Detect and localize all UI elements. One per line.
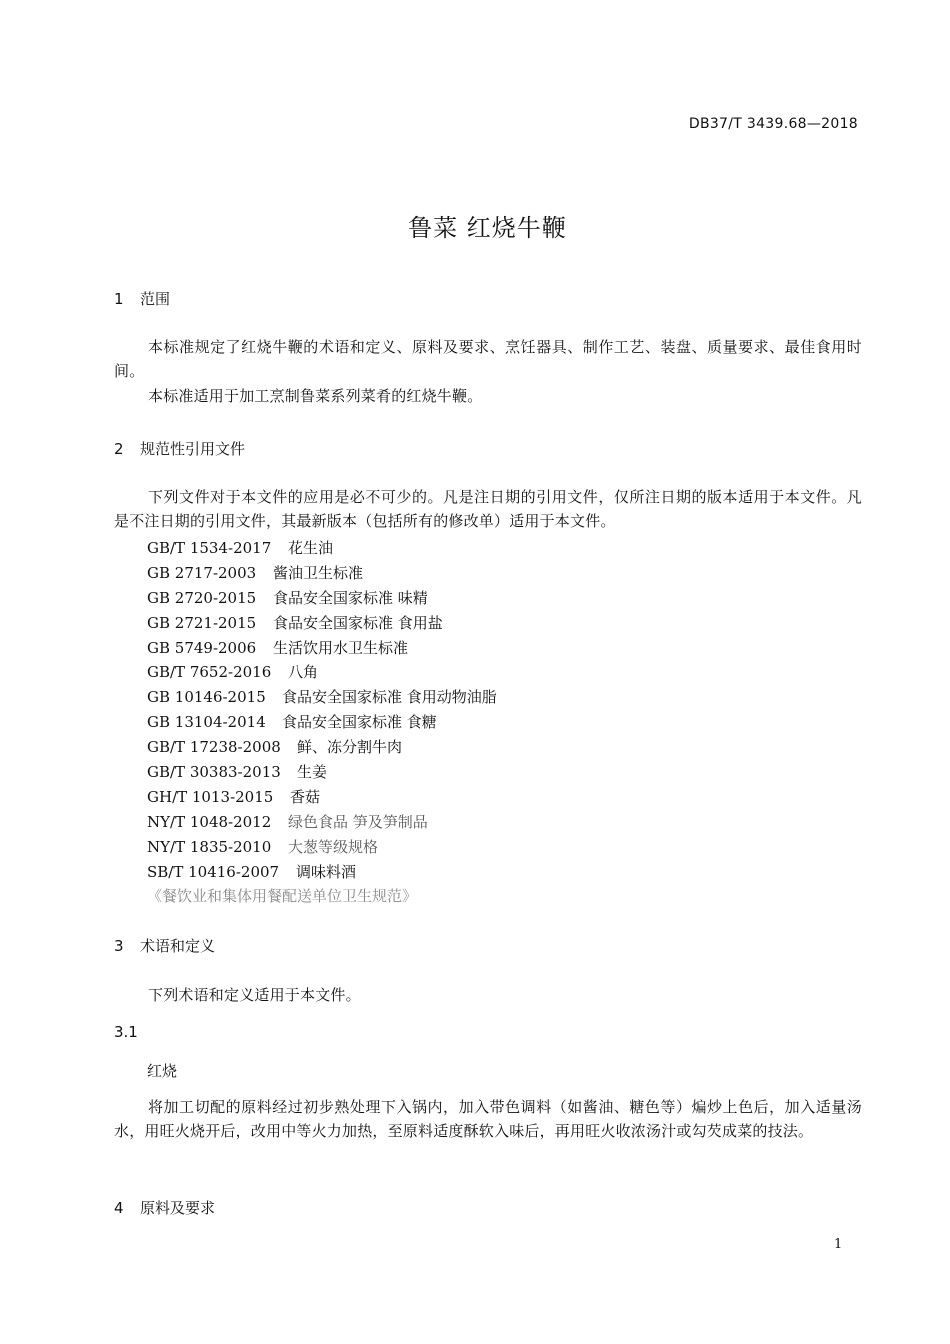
reference-name: 大葱等级规格 (288, 837, 379, 856)
document-code: DB37/T 3439.68—2018 (688, 116, 858, 132)
reference-code: GB 2721-2015 (147, 613, 257, 632)
reference-name: 食品安全国家标准 食用动物油脂 (282, 688, 497, 707)
reference-code: GB 10146-2015 (147, 688, 266, 707)
section-title: 原料及要求 (140, 1199, 216, 1217)
section-title: 范围 (140, 290, 171, 308)
terms-intro: 下列术语和定义适用于本文件。 (148, 986, 361, 1004)
reference-item (147, 611, 497, 636)
term-definition: 将加工切配的原料经过初步熟处理下入锅内，加入带色调料（如酱油、糖色等）煸炒上色后，加入适量汤水，用旺火烧开后，改用中等火力加热，至原料适度酥软入味后，再用旺火收浓汤汁或勾芡成菜的技法。 (114, 1098, 862, 1140)
page-title: 鲁菜 红烧牛鞭 (408, 214, 567, 242)
page-number: 1 (834, 1237, 843, 1252)
section-heading-terms (114, 935, 215, 956)
reference-name: 八角 (288, 663, 319, 682)
reference-name: 香菇 (290, 787, 321, 806)
reference-code: GB/T 30383-2013 (147, 763, 281, 782)
reference-name: 调味料酒 (296, 862, 357, 881)
reference-name: 酱油卫生标准 (273, 563, 364, 582)
section-number: 2 (114, 440, 124, 458)
reference-name: 食品安全国家标准 味精 (273, 588, 428, 607)
reference-name: 绿色食品 笋及笋制品 (288, 812, 428, 831)
reference-item (147, 636, 497, 661)
scope-paragraph-2: 本标准适用于加工烹制鲁菜系列菜肴的红烧牛鞭。 (148, 387, 483, 405)
reference-code: NY/T 1048-2012 (147, 812, 272, 831)
section-heading-scope (114, 288, 170, 309)
section-heading-normative-references (114, 438, 245, 459)
reference-item-regulation: 《餐饮业和集体用餐配送单位卫生规范》 (147, 887, 418, 906)
reference-item (147, 660, 497, 685)
section-title: 规范性引用文件 (140, 440, 246, 458)
reference-item (147, 536, 497, 561)
reference-list (147, 536, 497, 909)
term-heading: 红烧 (147, 1062, 178, 1080)
reference-code: GB 13104-2014 (147, 713, 266, 732)
reference-code: GB 5749-2006 (147, 638, 257, 657)
section-number: 3 (114, 937, 124, 955)
reference-code: GB/T 7652-2016 (147, 663, 272, 682)
reference-name: 花生油 (288, 539, 334, 557)
reference-code: NY/T 1835-2010 (147, 837, 272, 856)
scope-paragraph-1: 本标准规定了红烧牛鞭的术语和定义、原料及要求、烹饪器具、制作工艺、装盘、质量要求、最佳食用时间。 (114, 338, 862, 380)
reference-code: GB/T 1534-2017 (147, 539, 272, 557)
reference-code: GB 2720-2015 (147, 588, 257, 607)
section-number: 4 (114, 1199, 124, 1217)
reference-item (147, 785, 497, 810)
reference-name: 生姜 (297, 763, 328, 782)
reference-item (147, 860, 497, 885)
reference-code: SB/T 10416-2007 (147, 862, 280, 881)
reference-item (147, 586, 497, 611)
reference-name: 生活饮用水卫生标准 (273, 638, 409, 657)
reference-item (147, 685, 497, 710)
section-title: 术语和定义 (140, 937, 216, 955)
reference-item (147, 735, 497, 760)
reference-code: GH/T 1013-2015 (147, 787, 274, 806)
references-intro: 下列文件对于本文件的应用是必不可少的。凡是注日期的引用文件，仅所注日期的版本适用于本文件。凡是不注日期的引用文件，其最新版本（包括所有的修改单）适用于本文件。 (114, 488, 862, 530)
reference-item (147, 810, 497, 835)
reference-item (147, 760, 497, 785)
reference-name: 食品安全国家标准 食糖 (282, 713, 437, 732)
section-number: 1 (114, 290, 124, 308)
section-heading-materials (114, 1197, 215, 1218)
reference-name: 鲜、冻分割牛肉 (297, 738, 403, 757)
reference-item (147, 710, 497, 735)
reference-code: GB 2717-2003 (147, 563, 257, 582)
clause-number: 3.1 (114, 1023, 138, 1041)
reference-item (147, 561, 497, 586)
reference-item (147, 835, 497, 860)
reference-name: 食品安全国家标准 食用盐 (273, 613, 443, 632)
reference-code: GB/T 17238-2008 (147, 738, 281, 757)
